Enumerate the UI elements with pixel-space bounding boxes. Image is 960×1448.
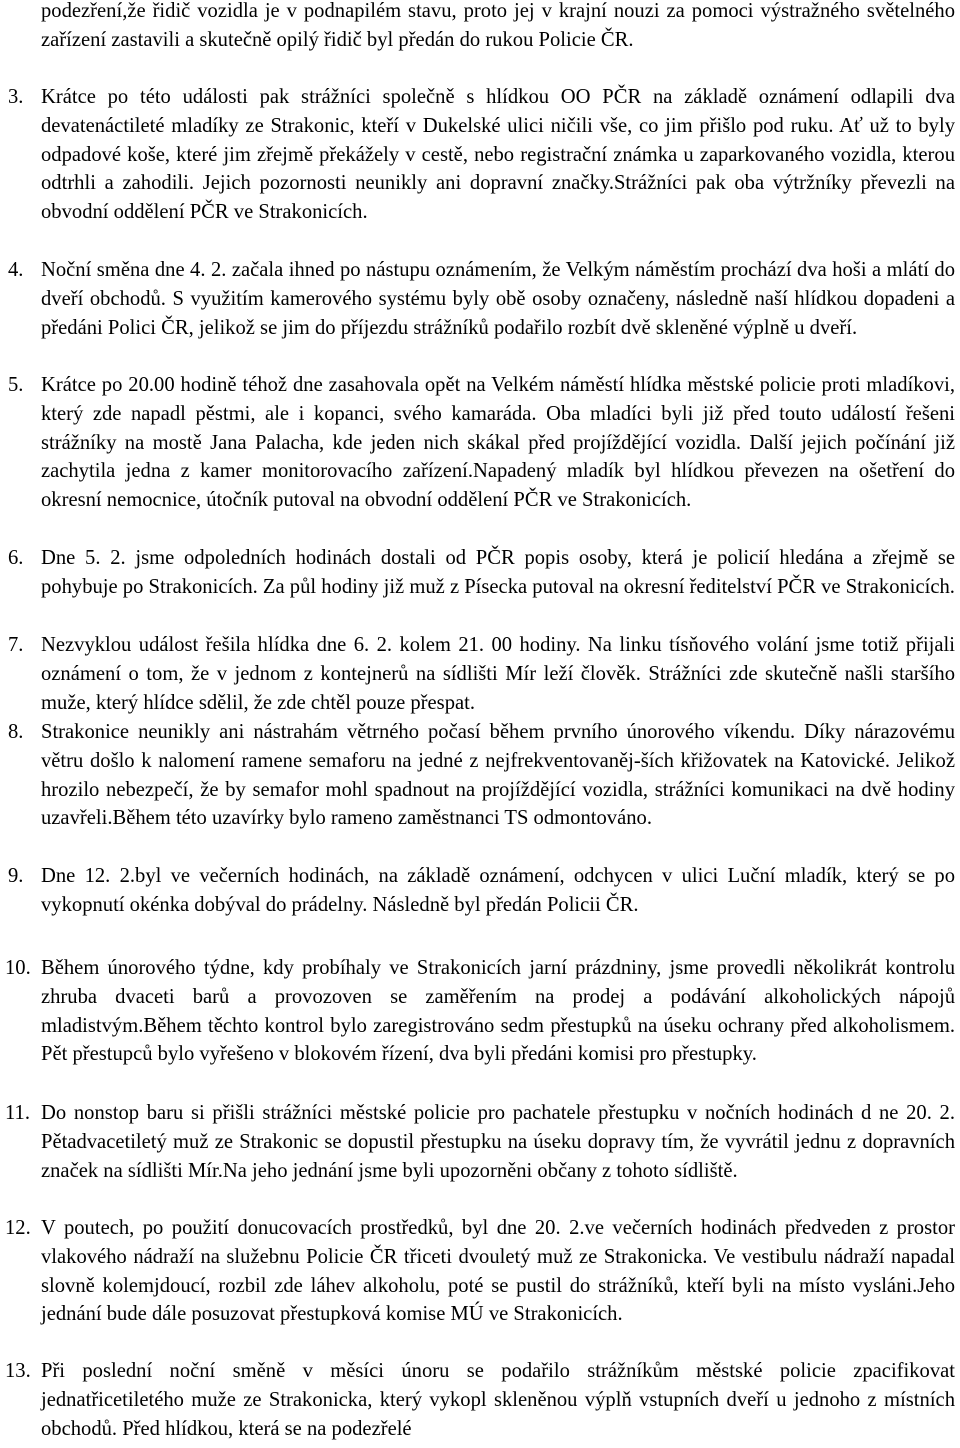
item-text: Dne 5. 2. jsme odpoledních hodinách dostali od PČR popis osoby, která je policií hledána a zřejmě se pohybuje po Strakonicích. Za půl hodiny již muž z Písecka putoval na okresní ředitelství PČR ve Strakonicích.	[41, 547, 955, 598]
item-text: Během únorového týdne, kdy probíhaly ve Strakonicích jarní prázdniny, jsme provedli několikrát kontrolu zhruba dvaceti barů a provozoven se zaměřením na prodej a podávání alkoholických nápojů mladistvým.Během těchto kontrol bylo zaregistrováno sedm přestupků na úseku ochrany před alkoholismem. Pět přestupců bylo vyřešeno v blokovém řízení, dva byli předáni komisi pro přestupky.	[41, 957, 955, 1066]
item-number: 7.	[8, 634, 24, 656]
item-text: Dne 12. 2.byl ve večerních hodinách, na základě oznámení, odchycen v ulici Luční mladík, který se po vykopnutí okénka dobýval do prádelny. Následně byl předán Policii ČR.	[41, 865, 955, 916]
item-text: Noční směna dne 4. 2. začala ihned po nástupu oznámením, že Velkým náměstím prochází dva hoši a mlátí do dveří obchodů. S využitím kamerového systému byly obě osoby označeny, následně naší hlídkou dopadeni a předáni Polici ČR, jelikož se jim do příjezdu strážníků podařilo rozbít dvě skleněné výplně u dveří.	[41, 259, 955, 339]
item-number: 8.	[8, 721, 24, 743]
item-number: 3.	[8, 86, 24, 108]
item-text: Krátce po 20.00 hodině téhož dne zasahovala opět na Velkém náměstí hlídka městské policie proti mladíkovi, který zde napadl pěstmi, ale i kopanci, svého kamaráda. Oba mladíci byli již před touto událostí řešeni strážníky na mostě Jana Palacha, kde jeden nich skákal před projíždějící vozidla. Další jejich počínání již zachytila jedna z kamer monitorovacího zařízení.Napadený mladík byl hlídkou převezen na ošetření do okresní nemocnice, útočník putoval na obvodní oddělení PČR ve Strakonicích.	[41, 374, 955, 512]
item-number: 10.	[5, 957, 31, 979]
item-number: 9.	[8, 865, 24, 887]
item-text: Krátce po této události pak strážníci společně s hlídkou OO PČR na základě oznámení odlapili dva devatenáctileté mladíky ze Strakonic, kteří v Dukelské ulici ničili vše, co jim přišlo pod ruku. Ať už to byly odpadové koše, které jim zřejmě překážely v cestě, nebo registrační známka u zaparkovaného vozidla, kterou odtrhli a zahodili. Jejich pozornosti neunikly ani dopravní značky.Strážníci pak oba výtržníky převezli na obvodní oddělení PČR ve Strakonicích.	[41, 86, 955, 224]
item-text: Nezvyklou událost řešila hlídka dne 6. 2. kolem 21. 00 hodiny. Na linku tísňového volání jsme totiž přijali oznámení o tom, že v jednom z kontejnerů na sídlišti Mír leží člověk. Strážníci zde skutečně našli staršího muže, který hlídce sdělil, že zde chtěl pouze přespat.	[41, 634, 955, 714]
item-number: 6.	[8, 547, 24, 569]
intro-paragraph: podezření,že řidič vozidla je v podnapilém stavu, proto jej v krajní nouzi za pomoci výstražného světelného zařízení zastavili a skutečně opilý řidič byl předán do rukou Policie ČR.	[41, 0, 955, 51]
item-number: 11.	[5, 1102, 30, 1124]
item-number: 5.	[8, 374, 24, 396]
item-text: Strakonice neunikly ani nástrahám větrného počasí během prvního únorového víkendu. Díky nárazovému větru došlo k nalomení ramene semaforu na jedné z nejfrekventovaněj-ších křižovatek na Katovické. Jelikož hrozilo nebezpečí, že by semafor mohl spadnout na projíždějící vozidla, strážníci komunikaci na dvě hodiny uzavřeli.Během této uzavírky bylo rameno zaměstnanci TS odmontováno.	[41, 721, 955, 830]
item-text: V poutech, po použití donucovacích prostředků, byl dne 20. 2.ve večerních hodinách předveden z prostor vlakového nádraží na služebnu Policie ČR třiceti dvouletý muž ze Strakonicka. Ve vestibulu nádraží napadal slovně kolemjdoucí, rozbil zde láhev alkoholu, poté se pustil do strážníků, kteří byli na místo vysláni.Jeho jednání bude dále posuzovat přestupková komise MÚ ve Strakonicích.	[41, 1217, 955, 1326]
item-text: Do nonstop baru si přišli strážníci městské policie pro pachatele přestupku v nočních hodinách d ne 20. 2. Pětadvacetiletý muž ze Strakonic se dopustil přestupku na úseku dopravy tím, že vyvrátil jednu z dopravních značek na sídlišti Mír.Na jeho jednání jsme byli upozorněni občany z tohoto sídliště.	[41, 1102, 955, 1182]
item-text: Při poslední noční směně v měsíci únoru se podařilo strážníkům městské policie zpacifikovat jednatřicetiletého muže ze Strakonicka, který vykopl skleněnou výplň vstupních dveří u jednoho z místních obchodů. Před hlídkou, která se na podezřelé	[41, 1360, 955, 1440]
item-number: 13.	[5, 1360, 31, 1382]
item-number: 4.	[8, 259, 24, 281]
item-number: 12.	[5, 1217, 31, 1239]
